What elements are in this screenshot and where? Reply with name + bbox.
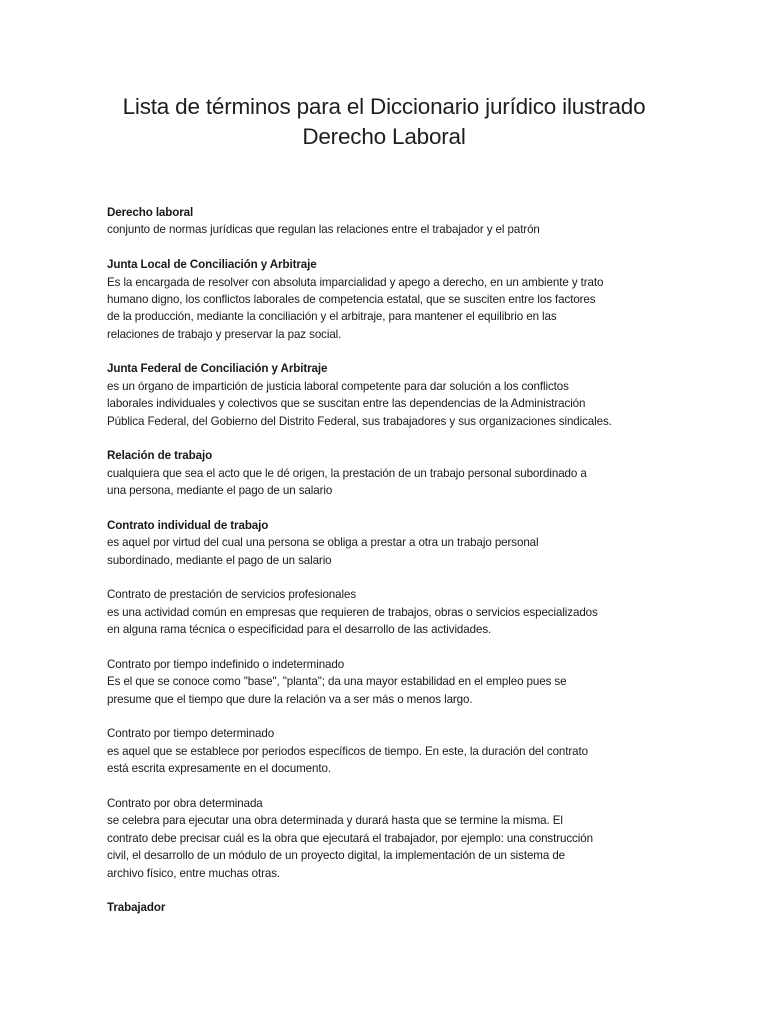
title-line-2: Derecho Laboral: [302, 124, 466, 149]
entry-term: Junta Local de Conciliación y Arbitraje: [107, 258, 317, 272]
definition-line: está escrita expresamente en el documento.: [107, 762, 331, 776]
entry-term: Contrato individual de trabajo: [107, 518, 269, 532]
definition-line: subordinado, mediante el pago de un salario: [107, 553, 332, 567]
glossary-entries: [107, 204, 667, 934]
definition-line: es aquel que se establece por periodos específicos de tiempo. En este, la duración del contrato: [107, 744, 588, 758]
entry-definition: [107, 465, 667, 500]
glossary-entry: [107, 725, 667, 777]
definition-line: de la producción, mediante la conciliación y el arbitraje, para mantener el equilibrio en las: [107, 310, 557, 324]
definition-line: humano digno, los conflictos laborales de competencia estatal, que se susciten entre los factores: [107, 292, 596, 306]
definition-line: Es la encargada de resolver con absoluta imparcialidad y apego a derecho, en un ambiente y trato: [107, 275, 604, 289]
entry-term: Trabajador: [107, 901, 166, 915]
title-line-1: Lista de términos para el Diccionario jurídico ilustrado: [122, 94, 646, 119]
entry-definition: [107, 274, 667, 344]
entry-term: Contrato por obra determinada: [107, 796, 263, 810]
definition-line: Pública Federal, del Gobierno del Distrito Federal, sus trabajadores y sus organizaciones sindicales.: [107, 414, 612, 428]
definition-line: es un órgano de impartición de justicia laboral competente para dar solución a los conflictos: [107, 379, 569, 393]
definition-line: una persona, mediante el pago de un salario: [107, 484, 333, 498]
glossary-entry: [107, 586, 667, 638]
definition-line: archivo físico, entre muchas otras.: [107, 866, 281, 880]
entry-term: Contrato de prestación de servicios profesionales: [107, 588, 357, 602]
entry-definition: [107, 221, 667, 238]
definition-line: contrato debe precisar cuál es la obra que ejecutará el trabajador, por ejemplo: una construcción: [107, 831, 593, 845]
definition-line: se celebra para ejecutar una obra determinada y durará hasta que se termine la misma. El: [107, 814, 563, 828]
entry-definition: [107, 378, 667, 430]
glossary-entry: [107, 256, 667, 343]
glossary-entry: [107, 517, 667, 569]
definition-line: civil, el desarrollo de un módulo de un proyecto digital, la implementación de un sistema de: [107, 849, 566, 863]
definition-line: es aquel por virtud del cual una persona se obliga a prestar a otra un trabajo personal: [107, 536, 539, 550]
entry-term: Junta Federal de Conciliación y Arbitraje: [107, 362, 328, 376]
entry-definition: [107, 673, 667, 708]
definition-line: en alguna rama técnica o especificidad para el desarrollo de las actividades.: [107, 623, 492, 637]
definition-line: laborales individuales y colectivos que se suscitan entre las dependencias de la Administración: [107, 397, 586, 411]
definition-line: es una actividad común en empresas que requieren de trabajos, obras o servicios especializados: [107, 605, 598, 619]
glossary-entry: [107, 899, 667, 916]
entry-definition: [107, 534, 667, 569]
definition-line: Es el que se conoce como "base", "planta"; da una mayor estabilidad en el empleo pues se: [107, 675, 567, 689]
glossary-entry: [107, 656, 667, 708]
entry-term: Contrato por tiempo indefinido o indeterminado: [107, 657, 345, 671]
entry-term: Contrato por tiempo determinado: [107, 727, 275, 741]
entry-term: Derecho laboral: [107, 206, 194, 219]
definition-line: cualquiera que sea el acto que le dé origen, la prestación de un trabajo personal subordinado a: [107, 466, 587, 480]
glossary-entry: [107, 447, 667, 499]
definition-line: presume que el tiempo que dure la relación va a ser más o menos largo.: [107, 692, 473, 706]
document-title: [0, 92, 768, 152]
definition-line: relaciones de trabajo y preservar la paz social.: [107, 327, 342, 341]
glossary-entry: [107, 360, 667, 430]
glossary-entry: [107, 795, 667, 882]
entry-definition: [107, 743, 667, 778]
definition-line: conjunto de normas jurídicas que regulan las relaciones entre el trabajador y el patrón: [107, 223, 540, 237]
entry-definition: [107, 812, 667, 882]
glossary-entry: [107, 204, 667, 239]
entry-definition: [107, 604, 667, 639]
entry-term: Relación de trabajo: [107, 449, 213, 463]
